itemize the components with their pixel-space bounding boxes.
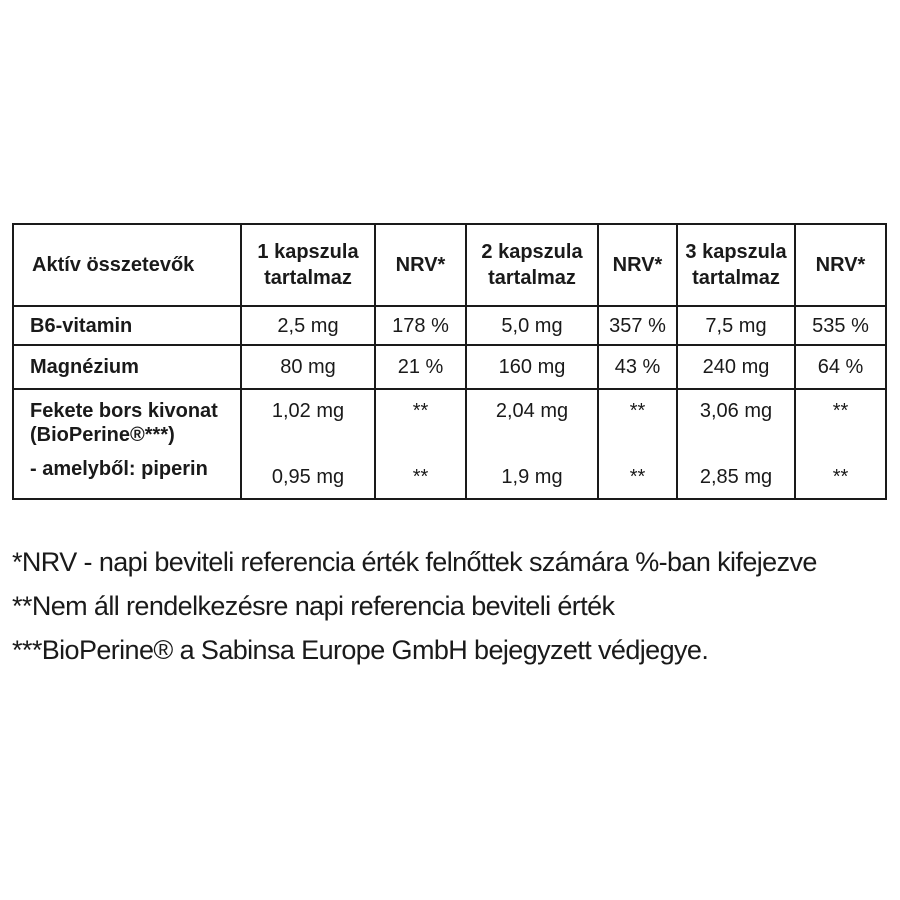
ingredient-name: Magnézium xyxy=(13,345,241,389)
header-1-capsule xyxy=(241,224,375,306)
amount-1-capsule: 2,5 mg xyxy=(241,306,375,345)
nrv-3-capsule: 535 % xyxy=(795,306,886,345)
header-3-capsule xyxy=(677,224,795,306)
table-row-magnezium xyxy=(13,345,886,389)
nrv-3-capsule: 64 % xyxy=(795,345,886,389)
nrv-1-capsule: 178 % xyxy=(375,306,466,345)
header-3-capsule-line1: 3 kapszula xyxy=(685,241,787,263)
footnote-no-reference: **Nem áll rendelkezésre napi referencia beviteli érték xyxy=(12,591,615,621)
ingredient-name-line3: - amelyből: piperin xyxy=(30,458,208,480)
sub-nrv-2-capsule: ** xyxy=(629,466,646,488)
table-header-row xyxy=(13,224,886,306)
ingredient-name-cell xyxy=(13,389,241,499)
amount-3-capsule: 3,06 mg xyxy=(699,400,773,422)
amount-2-capsule: 2,04 mg xyxy=(495,400,569,422)
header-2-capsule-line2: tartalmaz xyxy=(488,267,576,289)
amount-3-capsule: 240 mg xyxy=(677,345,795,389)
nrv-1-capsule-cell xyxy=(375,389,466,499)
ingredient-name-line1: Fekete bors kivonat xyxy=(30,400,218,422)
nutrition-table-container xyxy=(12,223,885,500)
sub-amount-2-capsule: 1,9 mg xyxy=(501,466,563,488)
sub-amount-3-capsule: 2,85 mg xyxy=(699,466,773,488)
amount-2-capsule: 5,0 mg xyxy=(466,306,598,345)
amount-1-capsule: 1,02 mg xyxy=(271,400,345,422)
header-1-capsule-line1: 1 kapszula xyxy=(257,241,359,263)
footnotes xyxy=(12,540,892,672)
header-2-capsule-line1: 2 kapszula xyxy=(481,241,583,263)
nrv-2-capsule: ** xyxy=(629,400,646,422)
amount-1-capsule-cell xyxy=(241,389,375,499)
ingredient-name: B6-vitamin xyxy=(13,306,241,345)
header-ingredient: Aktív összetevők xyxy=(13,224,241,306)
header-1-capsule-line2: tartalmaz xyxy=(264,267,352,289)
header-3-capsule-line2: tartalmaz xyxy=(692,267,780,289)
nutrition-table xyxy=(12,223,887,500)
footnote-nrv: *NRV - napi beviteli referencia érték felnőttek számára %-ban kifejezve xyxy=(12,547,817,577)
amount-2-capsule: 160 mg xyxy=(466,345,598,389)
amount-1-capsule: 80 mg xyxy=(241,345,375,389)
footnote-trademark: ***BioPerine® a Sabinsa Europe GmbH bejegyzett védjegye. xyxy=(12,635,709,665)
nrv-2-capsule: 357 % xyxy=(598,306,677,345)
table-row-b6-vitamin xyxy=(13,306,886,345)
sub-nrv-3-capsule: ** xyxy=(832,466,849,488)
header-2-capsule xyxy=(466,224,598,306)
nrv-1-capsule: 21 % xyxy=(375,345,466,389)
nrv-2-capsule-cell xyxy=(598,389,677,499)
header-nrv-2: NRV* xyxy=(598,224,677,306)
table-row-fekete-bors xyxy=(13,389,886,499)
amount-3-capsule-cell xyxy=(677,389,795,499)
nrv-3-capsule-cell xyxy=(795,389,886,499)
ingredient-name-line2: (BioPerine®***) xyxy=(30,424,175,446)
header-nrv-3: NRV* xyxy=(795,224,886,306)
header-nrv-1: NRV* xyxy=(375,224,466,306)
amount-2-capsule-cell xyxy=(466,389,598,499)
nrv-1-capsule: ** xyxy=(412,400,429,422)
nrv-3-capsule: ** xyxy=(832,400,849,422)
sub-amount-1-capsule: 0,95 mg xyxy=(271,466,345,488)
nrv-2-capsule: 43 % xyxy=(598,345,677,389)
sub-nrv-1-capsule: ** xyxy=(412,466,429,488)
amount-3-capsule: 7,5 mg xyxy=(677,306,795,345)
